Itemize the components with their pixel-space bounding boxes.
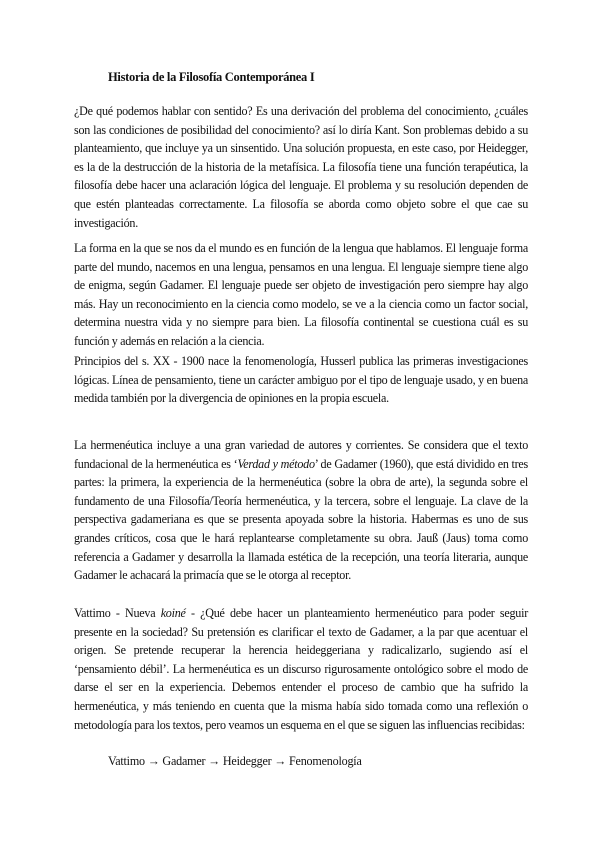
paragraph-vattimo-text-end: - ¿Qué debe hacer un planteamiento hermenéutico para poder seguir presente en la sociedad? Su pretensión es clarificar el texto de Gadamer, a la par que acentuar el origen. Se pretende recuperar la herencia heideggeriana y radicalizarlo, sugiendo así el ‘pensamiento débil’. La hermenéutica es un discurso rigurosamente ontológico sobre el modo de darse el ser en la experiencia. Debemos entender el proceso de cambio que ha sufrido la hermenéutica, y más teniendo en cuenta que la misma había sido tomada como una reflexión o metodología para los textos, pero veamos un esquema en el que se siguen las influencias recibidas: [74, 606, 528, 732]
paragraph-fenomenologia: Principios del s. XX - 1900 nace la fenomenología, Husserl publica las primeras investigaciones lógicas. Línea de pensamiento, tiene un carácter ambiguo por el tipo de lenguaje usado, y en buena medida también por la divergencia de opiniones en la propia escuela. [74, 354, 528, 406]
book-title-verdad-y-metodo: Verdad y método [237, 456, 315, 471]
paragraph-vattimo-text-start: Vattimo - Nueva [74, 606, 161, 620]
page-title: Historia de la Filosofía Contemporánea I [108, 70, 315, 84]
paragraph-hermeneutica-text-start: La hermenéutica incluye a una gran variedad de autores y corrientes. Se considera que el texto fundacional de la hermenéutica es ‘ [74, 438, 528, 471]
influence-chain: Vattimo → Gadamer → Heidegger → Fenomenología [108, 754, 362, 768]
paragraph-vattimo [74, 604, 528, 734]
paragraph-hermeneutica-text-end: ’ de Gadamer (1960), que está dividido en tres partes: la primera, la experiencia de la hermenéutica (sobre la obra de arte), la segunda sobre el fundamento de una Filosofía/Teoría hermenéutica, y la tercera, sobre el lenguaje. La clave de la perspectiva gadameriana es que se presenta apoyada sobre la historia. Habermas es uno de sus grandes críticos, cosa que le hará replantearse completamente su obra. Jauß (Jaus) toma como referencia a Gadamer y desarrolla la llamada estética de la recepción, una teoría literaria, aunque Gadamer le achacará la primacía que se le otorga al receptor. [74, 456, 528, 583]
paragraph-hermeneutica [74, 436, 528, 585]
paragraph-lenguaje: La forma en la que se nos da el mundo es en función de la lengua que hablamos. El lenguaje forma parte del mundo, nacemos en una lengua, pensamos en una lengua. El lenguaje siempre tiene algo de enigma, según Gadamer. El lenguaje puede ser objeto de investigación pero siempre hay algo más. Hay un reconocimiento en la ciencia como modelo, se ve a la ciencia como un factor social, determina nuestra vida y no siempre para bien. La filosofía continental se cuestiona cuál es su función y además en relación a la ciencia. [74, 241, 528, 348]
paragraph-sentido: ¿De qué podemos hablar con sentido? Es una derivación del problema del conocimiento, ¿cuáles son las condiciones de posibilidad del conocimiento? así lo diría Kant. Son problemas debido a su planteamiento, que incluye ya un sinsentido. Una solución propuesta, en este caso, por Heidegger, es la de la destrucción de la historia de la metafísica. La filosofía tiene una función terapéutica, la filosofía debe hacer una aclaración lógica del lenguaje. El problema y su resolución dependen de que estén planteadas correctamente. La filosofía se aborda como objeto sobre el que cae su investigación. [74, 104, 528, 230]
term-koine: koiné [160, 606, 186, 620]
